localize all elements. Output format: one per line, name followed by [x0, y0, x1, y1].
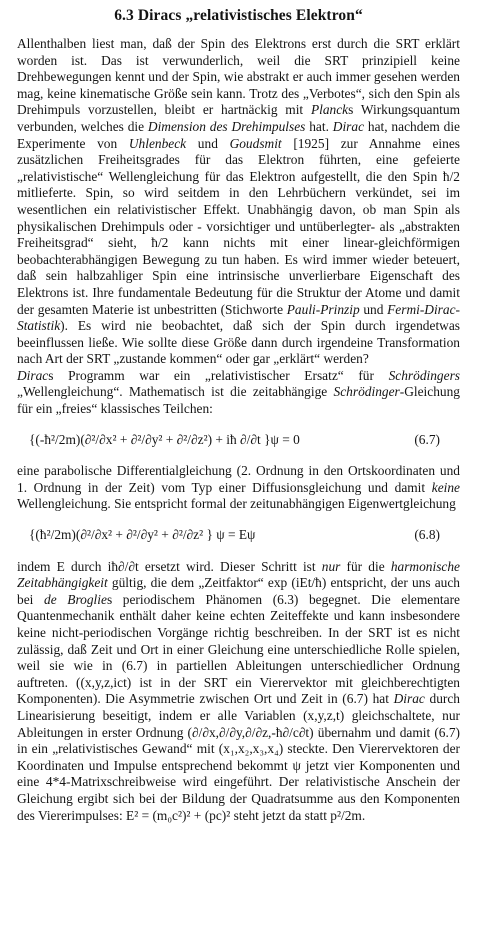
p2-run-4: Schrödinger	[333, 384, 400, 400]
p4-run-1: nur	[321, 558, 341, 574]
p2-run-3: „Wellengleichung“. Mathematisch ist die zeitabhängige	[17, 384, 334, 400]
equation-6-7-formula: {(-ħ²/2m)(∂²/∂x² + ∂²/∂y² + ∂²/∂z²) + iħ ∂/∂t }ψ = 0	[29, 431, 300, 447]
p1-run-11: Pauli-Prinzip	[286, 301, 360, 317]
p1-run-14: ). Es wird nie beobachtet, daß sich der Spin durch irgendetwas beeinflussen ließe. Wie sollte diese Größe dann durch irgendeine Transformation nach Art der SRT „zustande kommen“ oder gar „erklärt“ werden?	[17, 318, 460, 367]
p4-run-4: gültig, die dem „Zeitfaktor“ exp (iEt/ħ) entspricht, der uns auch bei	[17, 575, 460, 607]
p4-run-2: für die	[340, 558, 391, 574]
p4-run-3: harmonische Zeitabhängigkeit	[17, 558, 460, 591]
paragraph-parabolic-equation	[17, 463, 460, 513]
p1-run-2: s Wirkungsquantum verbunden, welches die	[17, 102, 461, 134]
p1-run-5: Dirac	[332, 118, 365, 134]
p1-run-9: Goudsmit	[229, 135, 282, 151]
p4-run-8: durch Linearisierung beseitigt, indem er alle Variablen (x,y,z,t) gleichschaltete, nur Ableitungen in erster Ordnung (∂/∂x,∂/∂y,∂/∂z,-ħ∂/c∂t) übernahm und damit (6.7) in ein „relativistisches Gewand“ mit (x₁,x₂,x₃,x₄) steckte. Den Vierervektoren der Koordinaten und Impulse entsprechend bekommt ψ jetzt vier Komponenten und eine 4*4-Matrixschreibweise wird eingeführt. Der relativistische Anschein der Gleichung ergibt sich bei der Bildung der Quadratsumme aus den Komponenten des Viererimpulses: E² = (m₀c²)² + (pc)² steht jetzt da statt p²/2m.	[17, 691, 460, 823]
p3-run-1: keine	[431, 479, 460, 495]
p2-run-0: Dirac	[17, 367, 49, 383]
p1-run-3: Dimension des Drehimpulses	[147, 118, 306, 134]
paragraph-spin-introduction	[17, 36, 460, 368]
p3-run-0: eine parabolische Differentialgleichung (2. Ordnung in den Ortskoordinaten und 1. Ordnung in der Zeit) vom Typ einer Diffusionsgleichung und damit	[17, 463, 460, 495]
equation-6-8-number: (6.8)	[414, 527, 440, 543]
equation-6-7-number: (6.7)	[414, 431, 440, 447]
equation-6-8-formula: {(ħ²/2m)(∂²/∂x² + ∂²/∂y² + ∂²/∂z² } ψ = Eψ	[29, 527, 256, 543]
p1-run-1: Planck	[310, 102, 349, 118]
p1-run-8: und	[186, 135, 230, 151]
p4-run-5: de Broglie	[44, 591, 107, 607]
p2-run-1: s Programm war ein „relativistischer Ersatz“ für	[48, 367, 389, 383]
paragraph-dirac-program	[17, 368, 460, 418]
p3-run-2: Wellengleichung. Sie entspricht formal der zeitunabhängigen Eigenwertgleichung	[17, 496, 456, 512]
p2-run-2: Schrödingers	[388, 367, 460, 383]
equation-6-7	[17, 432, 460, 449]
p4-run-6: s periodischem Phänomen (6.3) begegnet. Die elementare Quantenmechanik enthält daher keine echten Zeiteffekte und kann insbesondere keine nicht-periodischen Vorgänge richtig beschreiben. In der SRT ist es nicht zulässig, daß Zeit und Ort in einer Gleichung eine unterschiedliche Rolle spielen, weil sie wie in (6.7) in partiellen Ableitungen unterschiedlicher Ordnung auftreten. ((x,y,z,ict) ist in der SRT ein Vierervektor mit gleichberechtigten Komponenten). Die Asymmetrie zwischen Ort und Zeit in (6.7) hat	[17, 591, 460, 707]
equation-6-8	[17, 527, 460, 544]
p1-run-0: Allenthalben liest man, daß der Spin des Elektrons erst durch die SRT erklärt worden ist. Das ist verwunderlich, weil die SRT prinzipiell keine Drehbewegungen kennt und der Spin, wie abstrakt er auch immer gesehen werden mag, keine kinematische Größe sein kann. Trotz des „Verbotes“, sich den Spin als Drehimpuls vorzustellen, bleibt er hartnäckig mit	[17, 36, 460, 118]
p1-run-6: hat, nachdem die Experimente von	[17, 118, 460, 151]
p1-run-12: und	[359, 301, 388, 317]
p4-run-0: indem E durch iħ∂/∂t ersetzt wird. Dieser Schritt ist	[17, 558, 322, 574]
p4-run-7: Dirac	[393, 691, 425, 707]
paragraph-linearization	[17, 559, 460, 825]
p1-run-4: hat.	[305, 118, 333, 134]
section-title: 6.3 Diracs „relativistisches Elektron“	[114, 7, 363, 24]
p1-run-7: Uhlenbeck	[128, 135, 187, 151]
p2-run-5: -Gleichung für ein „freies“ klassisches Teilchen:	[17, 384, 460, 417]
p1-run-13: Fermi-Dirac-Statistik	[17, 301, 460, 334]
p1-run-10: [1925] zur Annahme eines zusätzlichen Freiheitsgrades für das Elektron führten, eine gefeierte „relativistische“ Wellengleichung für das Elektron aufgestellt, die den Spin ħ/2 mitlieferte. Spin, so wird seitdem in den Lehrbüchern verkündet, sei im wesentlichen ein relativistischer Effekt. Unabhängig davon, ob man Spin als physikalischen Drehimpuls oder - vorsichtiger und untüberlegter- als „abstrakten Freiheitsgrad“ sieht, ħ/2 kann nichts mit einer linear-gleichförmigen beobachterabhängigen Bewegung zu tun haben. Es wird immer wieder beteuert, daß sein halbzahliger Spin eine intrinsische unverlierbare Eigenschaft des Elektrons ist. Ihre fundamentale Bedeutung für die Struktur der Atome und damit der gesamten Materie ist unbestritten (Stichworte	[17, 135, 460, 317]
